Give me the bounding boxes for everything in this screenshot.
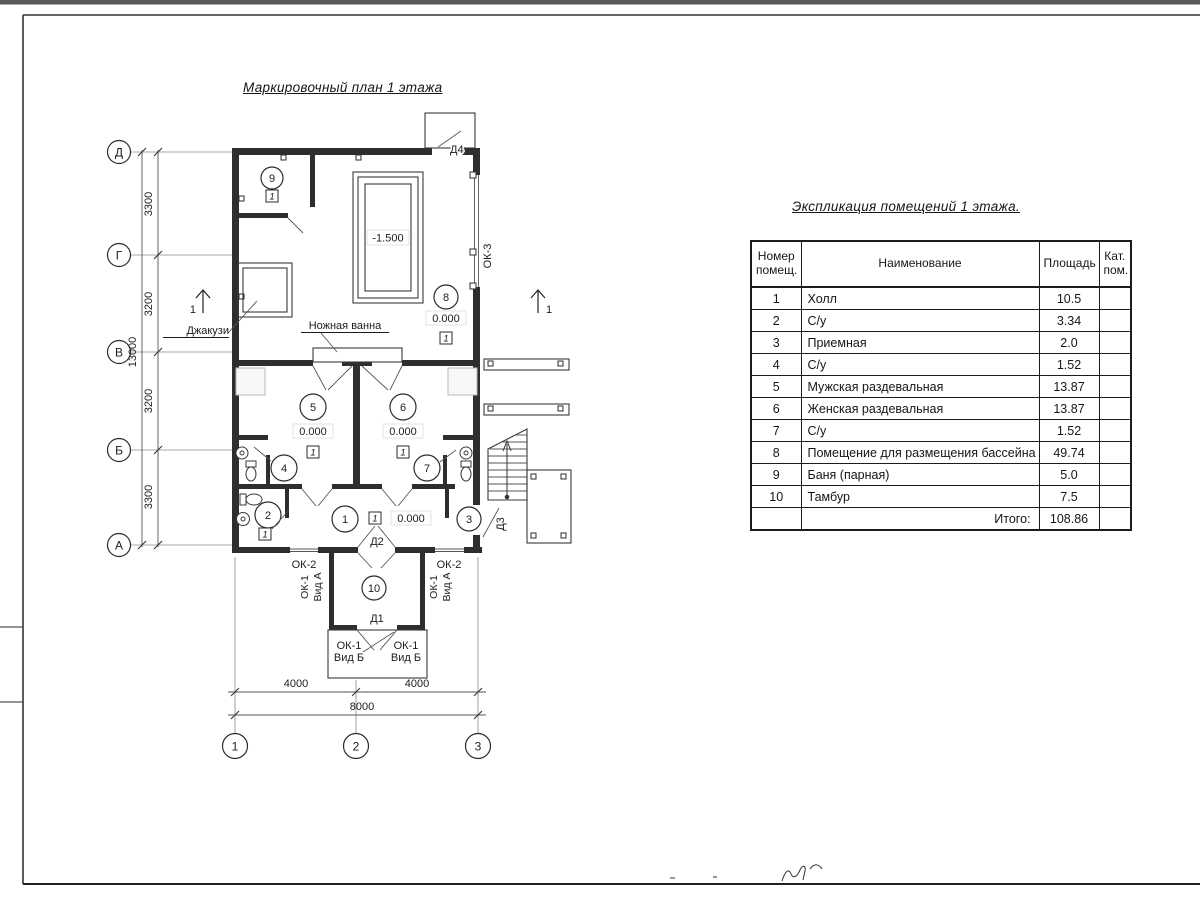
total-label: Итого: bbox=[801, 508, 1039, 531]
window-view-b: Вид Б bbox=[390, 652, 422, 664]
svg-text:1: 1 bbox=[310, 447, 316, 459]
window-label-ok1: ОК-1 bbox=[428, 575, 440, 599]
window-label-ok2: ОК-2 bbox=[436, 559, 462, 571]
window-label-ok3: ОК-3 bbox=[482, 243, 494, 269]
door-label-d4: Д4 bbox=[450, 144, 464, 156]
total-value: 108.86 bbox=[1039, 508, 1099, 531]
level-label: 0.000 bbox=[389, 426, 417, 438]
window-label-ok1: ОК-1 bbox=[299, 575, 311, 599]
room-number: 7 bbox=[423, 463, 431, 475]
door-label-d1: Д1 bbox=[370, 613, 384, 625]
level-label: 0.000 bbox=[299, 426, 327, 438]
dim-label: 4000 bbox=[283, 678, 309, 690]
toilet-bowl bbox=[461, 467, 471, 481]
axis-label: В bbox=[114, 345, 124, 360]
axis-label: А bbox=[114, 538, 124, 553]
door-label-d3: Д3 bbox=[495, 517, 507, 531]
room-number: 10 bbox=[367, 583, 381, 595]
foot-bath-label: Ножная ванна bbox=[308, 320, 382, 332]
room-number: 5 bbox=[309, 402, 317, 414]
table-row: 1 Холл 10.5 bbox=[751, 287, 1131, 310]
axis-label: Г bbox=[115, 248, 123, 263]
table-row: 2 С/у 3.34 bbox=[751, 310, 1131, 332]
toilet-bowl bbox=[246, 494, 262, 505]
jacuzzi-label: Джакузи bbox=[186, 325, 229, 337]
section-label: 1 bbox=[189, 304, 196, 316]
door-label-d2: Д2 bbox=[370, 536, 384, 548]
dim-label: 3200 bbox=[143, 388, 155, 414]
axis-label: 3 bbox=[474, 739, 482, 754]
window-view-a: Вид А bbox=[312, 572, 324, 602]
level-label: 0.000 bbox=[432, 313, 460, 325]
col-header-category: Кат. пом. bbox=[1099, 241, 1131, 287]
table-row: 6 Женская раздевальная 13.87 bbox=[751, 398, 1131, 420]
table-row: 10 Тамбур 7.5 bbox=[751, 486, 1131, 508]
plan-title: Маркировочный план 1 этажа bbox=[243, 80, 443, 95]
col-header-name: Наименование bbox=[801, 241, 1039, 287]
table-row: 5 Мужская раздевальная 13.87 bbox=[751, 376, 1131, 398]
axis-label: 1 bbox=[231, 739, 239, 754]
svg-text:1: 1 bbox=[443, 333, 449, 345]
col-header-number: Номер помещ. bbox=[751, 241, 801, 287]
pool bbox=[353, 172, 423, 303]
room-number: 1 bbox=[341, 514, 349, 526]
toilet-tank bbox=[246, 461, 256, 467]
room-number: 9 bbox=[268, 173, 276, 185]
dim-label: 3300 bbox=[143, 191, 155, 217]
window-label-ok1: ОК-1 bbox=[393, 640, 419, 652]
table-row: 9 Баня (парная) 5.0 bbox=[751, 464, 1131, 486]
room-explication-table bbox=[750, 240, 1132, 531]
room-number: 8 bbox=[442, 292, 450, 304]
svg-text:1: 1 bbox=[269, 191, 275, 203]
section-label: 1 bbox=[546, 304, 553, 316]
axis-grid-left bbox=[108, 141, 233, 557]
level-label: 0.000 bbox=[397, 513, 425, 525]
deck bbox=[527, 470, 571, 543]
exterior-stairs bbox=[484, 359, 571, 543]
dim-total-label: 8000 bbox=[349, 701, 375, 713]
axis-label: Б bbox=[115, 443, 123, 458]
table-header-row bbox=[751, 241, 1131, 287]
window-label-ok2: ОК-2 bbox=[291, 559, 317, 571]
window-view-b: Вид Б bbox=[333, 652, 365, 664]
toilet-tank bbox=[461, 461, 471, 467]
svg-text:1: 1 bbox=[372, 513, 378, 525]
dim-label: 3300 bbox=[143, 484, 155, 510]
jacuzzi bbox=[163, 263, 292, 338]
axis-label: Д bbox=[114, 145, 124, 160]
table-row: 3 Приемная 2.0 bbox=[751, 332, 1131, 354]
axis-label: 2 bbox=[352, 739, 360, 754]
foot-bath bbox=[301, 320, 402, 362]
table-row: 4 С/у 1.52 bbox=[751, 354, 1131, 376]
pool-level-label: -1.500 bbox=[372, 232, 404, 245]
room-number: 4 bbox=[280, 463, 288, 475]
dim-total-label: 13000 bbox=[127, 336, 139, 368]
svg-text:1: 1 bbox=[400, 447, 406, 459]
table-total-row bbox=[751, 508, 1131, 531]
toilet-tank bbox=[240, 494, 246, 505]
window-label-ok1: ОК-1 bbox=[336, 640, 362, 652]
toilet-bowl bbox=[246, 467, 256, 481]
room-number: 2 bbox=[264, 510, 272, 522]
col-header-area: Площадь bbox=[1039, 241, 1099, 287]
table-row: 8 Помещение для размещения бассейна 49.74 bbox=[751, 442, 1131, 464]
dim-label: 4000 bbox=[404, 678, 430, 690]
room-number: 3 bbox=[465, 514, 473, 526]
dim-label: 3200 bbox=[143, 291, 155, 317]
table-title: Экспликация помещений 1 этажа. bbox=[792, 199, 1020, 214]
walls bbox=[232, 148, 482, 630]
window-view-a: Вид А bbox=[441, 572, 453, 602]
table-row: 7 С/у 1.52 bbox=[751, 420, 1131, 442]
room-number: 6 bbox=[399, 402, 407, 414]
handwritten-mark bbox=[670, 865, 822, 881]
svg-text:1: 1 bbox=[262, 529, 268, 541]
